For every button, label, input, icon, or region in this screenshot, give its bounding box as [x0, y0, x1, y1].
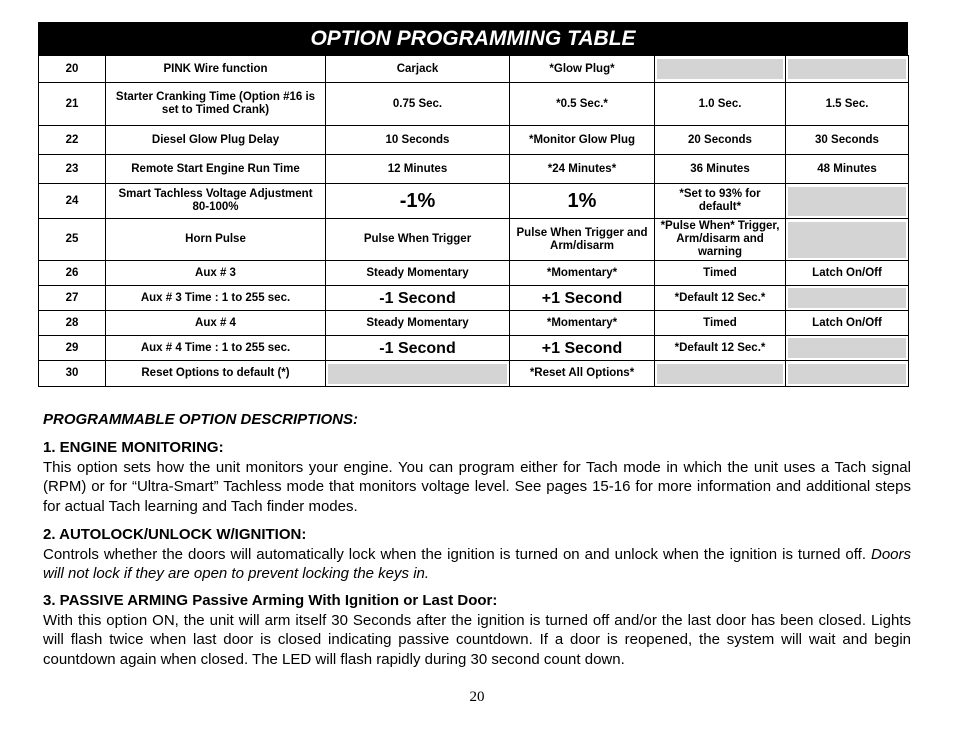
- option-value: *Set to 93% for default*: [655, 184, 786, 219]
- option-number: 20: [39, 56, 106, 83]
- empty-cell: [326, 361, 510, 387]
- option-value: 48 Minutes: [786, 155, 909, 184]
- option-function: Remote Start Engine Run Time: [106, 155, 326, 184]
- table-title: OPTION PROGRAMMING TABLE: [38, 22, 908, 55]
- option-3-description: [43, 591, 911, 669]
- option-value: Timed: [655, 261, 786, 286]
- option-value: *Default 12 Sec.*: [655, 286, 786, 311]
- option-value: *Default 12 Sec.*: [655, 336, 786, 361]
- empty-cell: [786, 219, 909, 261]
- option-heading: 2. AUTOLOCK/UNLOCK W/IGNITION:: [43, 526, 307, 543]
- option-number: 22: [39, 126, 106, 155]
- table-row: [39, 184, 909, 219]
- empty-cell: [786, 336, 909, 361]
- empty-cell: [786, 286, 909, 311]
- option-number: 24: [39, 184, 106, 219]
- section-title: [43, 410, 911, 430]
- empty-cell: [786, 361, 909, 387]
- option-value: Carjack: [326, 56, 510, 83]
- paragraph-italic-text: Doors will not lock if they are open to prevent locking the keys in.: [43, 545, 911, 582]
- option-value: Pulse When Trigger: [326, 219, 510, 261]
- option-number: 28: [39, 311, 106, 336]
- option-number: 25: [39, 219, 106, 261]
- option-value: +1 Second: [510, 336, 655, 361]
- table-row: [39, 219, 909, 261]
- option-function: Diesel Glow Plug Delay: [106, 126, 326, 155]
- option-number: 27: [39, 286, 106, 311]
- option-value: -1 Second: [326, 336, 510, 361]
- option-number: 23: [39, 155, 106, 184]
- table-row: [39, 56, 909, 83]
- option-value: Steady Momentary: [326, 261, 510, 286]
- option-value: 1.0 Sec.: [655, 83, 786, 126]
- option-value: 36 Minutes: [655, 155, 786, 184]
- option-value: Latch On/Off: [786, 261, 909, 286]
- option-value: 10 Seconds: [326, 126, 510, 155]
- empty-cell: [786, 56, 909, 83]
- option-value: -1%: [326, 184, 510, 219]
- option-function: Horn Pulse: [106, 219, 326, 261]
- option-value: Steady Momentary: [326, 311, 510, 336]
- option-function: Aux # 3 Time : 1 to 255 sec.: [106, 286, 326, 311]
- option-paragraph: This option sets how the unit monitors your engine. You can program either for Tach mode in which the unit uses a Tach signal (RPM) or for “Ultra-Smart” Tachless mode that monitors voltage level. See pages 15-16 for more information and additional steps for actual Tach learning and Tach finder modes.: [43, 458, 911, 515]
- option-value: -1 Second: [326, 286, 510, 311]
- option-programming-table: [38, 22, 908, 387]
- paragraph-text: Controls whether the doors will automatically lock when the ignition is turned on and unlock when the ignition is turned off.: [43, 545, 871, 563]
- option-value: +1 Second: [510, 286, 655, 311]
- empty-cell: [655, 361, 786, 387]
- option-value: *Reset All Options*: [510, 361, 655, 387]
- option-number: 30: [39, 361, 106, 387]
- option-function: Aux # 4: [106, 311, 326, 336]
- option-function: Aux # 3: [106, 261, 326, 286]
- table-row: [39, 286, 909, 311]
- table-row: [39, 155, 909, 184]
- option-paragraph: [43, 545, 911, 584]
- option-function: Smart Tachless Voltage Adjustment 80-100%: [106, 184, 326, 219]
- option-value: 0.75 Sec.: [326, 83, 510, 126]
- option-value: 20 Seconds: [655, 126, 786, 155]
- option-number: 21: [39, 83, 106, 126]
- option-value: *Momentary*: [510, 261, 655, 286]
- option-value: *Pulse When* Trigger, Arm/disarm and warning: [655, 219, 786, 261]
- option-paragraph: With this option ON, the unit will arm itself 30 Seconds after the ignition is turned off and/or the last door has been closed. Lights will flash twice when last door is closed indicating passive countdown. If a door is reopened, the system will wait and begin countdown again when closed. The LED will flash rapidly during 30 second count down.: [43, 611, 911, 668]
- empty-cell: [655, 56, 786, 83]
- option-value: *24 Minutes*: [510, 155, 655, 184]
- option-value: *Monitor Glow Plug: [510, 126, 655, 155]
- option-heading: 3. PASSIVE ARMING Passive Arming With Ignition or Last Door:: [43, 592, 498, 609]
- option-function: Reset Options to default (*): [106, 361, 326, 387]
- empty-cell: [786, 184, 909, 219]
- table-row: [39, 126, 909, 155]
- option-number: 26: [39, 261, 106, 286]
- table-row: [39, 361, 909, 387]
- option-value: *0.5 Sec.*: [510, 83, 655, 126]
- option-value: Latch On/Off: [786, 311, 909, 336]
- option-function: Aux # 4 Time : 1 to 255 sec.: [106, 336, 326, 361]
- table-row: [39, 83, 909, 126]
- option-1-description: [43, 438, 911, 516]
- option-value: 1%: [510, 184, 655, 219]
- section-heading: PROGRAMMABLE OPTION DESCRIPTIONS:: [43, 411, 359, 428]
- option-value: 12 Minutes: [326, 155, 510, 184]
- option-value: *Glow Plug*: [510, 56, 655, 83]
- table-row: [39, 261, 909, 286]
- option-value: Pulse When Trigger and Arm/disarm: [510, 219, 655, 261]
- page-number: 20: [469, 689, 485, 705]
- option-heading: 1. ENGINE MONITORING:: [43, 439, 224, 456]
- option-function: Starter Cranking Time (Option #16 is set to Timed Crank): [106, 83, 326, 126]
- option-2-description: [43, 525, 911, 584]
- option-number: 29: [39, 336, 106, 361]
- table-row: [39, 336, 909, 361]
- option-value: 1.5 Sec.: [786, 83, 909, 126]
- option-function: PINK Wire function: [106, 56, 326, 83]
- table-row: [39, 311, 909, 336]
- options-table: [38, 55, 909, 387]
- option-value: Timed: [655, 311, 786, 336]
- option-value: *Momentary*: [510, 311, 655, 336]
- option-value: 30 Seconds: [786, 126, 909, 155]
